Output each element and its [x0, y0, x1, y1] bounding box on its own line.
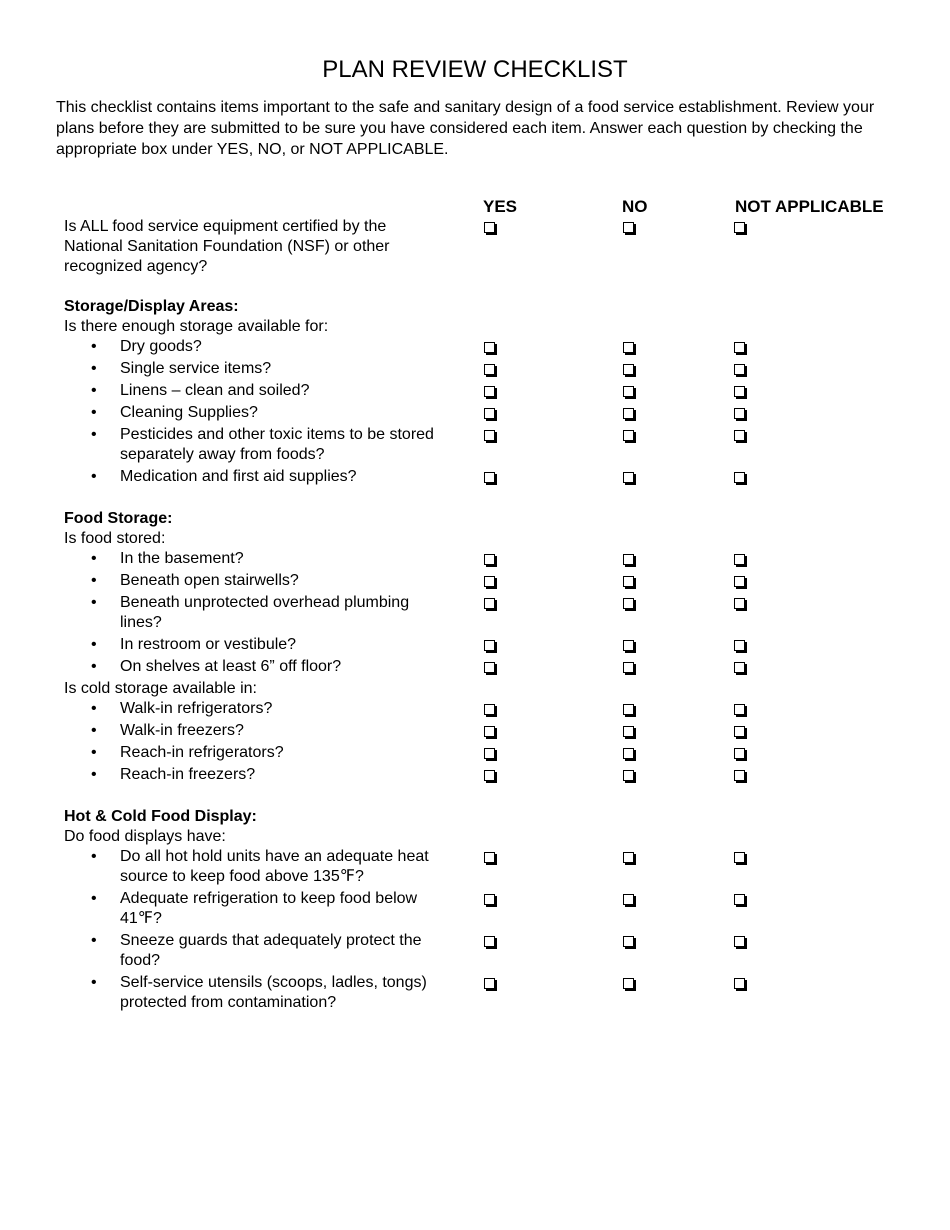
checkbox-not-applicable[interactable]: [734, 936, 745, 947]
bullet-icon: •: [91, 890, 97, 907]
checklist-item: [0, 721, 950, 741]
item-text: Self-service utensils (scoops, ladles, tongs) protected from contamination?: [120, 974, 427, 1011]
checkbox-not-applicable[interactable]: [734, 894, 745, 905]
item-text: In restroom or vestibule?: [120, 636, 297, 653]
intro-paragraph: This checklist contains items important to the safe and sanitary design of a food service establishment. Review your plans before they are submitted to be sure you have considered each item. Answer each question by checking the appropriate box under YES, NO, or NOT APPLICABLE.: [56, 99, 875, 158]
item-spacer: [0, 1013, 950, 1015]
section-heading: Food Storage:: [64, 510, 173, 527]
checkbox-yes[interactable]: [484, 554, 495, 565]
checkbox-yes[interactable]: [484, 726, 495, 737]
section-spacer: [0, 489, 950, 509]
checklist-item: [0, 889, 950, 929]
checkbox-not-applicable[interactable]: [734, 598, 745, 609]
bullet-icon: •: [91, 426, 97, 443]
checkbox-not-applicable[interactable]: [734, 430, 745, 441]
checklist-item: [0, 847, 950, 887]
checkbox-no[interactable]: [623, 978, 634, 989]
checkbox-not-applicable[interactable]: [734, 342, 745, 353]
checkbox-no[interactable]: [623, 386, 634, 397]
checkbox-no[interactable]: [623, 408, 634, 419]
bullet-icon: •: [91, 700, 97, 717]
column-header-not-applicable: NOT APPLICABLE: [735, 197, 884, 216]
item-text: Do all hot hold units have an adequate heat source to keep food above 135℉?: [120, 848, 429, 885]
checklist-item: [0, 743, 950, 763]
checklist-item: [0, 425, 950, 465]
checkbox-yes[interactable]: [484, 598, 495, 609]
bullet-icon: •: [91, 636, 97, 653]
item-text: Pesticides and other toxic items to be stored separately away from foods?: [120, 426, 434, 463]
checkbox-not-applicable[interactable]: [734, 408, 745, 419]
section-heading: Hot & Cold Food Display:: [64, 808, 257, 825]
bullet-icon: •: [91, 338, 97, 355]
checkbox-yes[interactable]: [484, 222, 495, 233]
question-text: Is ALL food service equipment certified by the National Sanitation Foundation (NSF) or other recognized agency?: [64, 218, 390, 275]
checkbox-not-applicable[interactable]: [734, 386, 745, 397]
item-text: Beneath unprotected overhead plumbing lines?: [120, 594, 410, 631]
checkbox-not-applicable[interactable]: [734, 576, 745, 587]
checkbox-yes[interactable]: [484, 748, 495, 759]
checklist-item: [0, 635, 950, 655]
checkbox-no[interactable]: [623, 472, 634, 483]
checkbox-not-applicable[interactable]: [734, 748, 745, 759]
item-text: On shelves at least 6” off floor?: [120, 658, 342, 675]
section-spacer: [0, 787, 950, 807]
checkbox-not-applicable[interactable]: [734, 770, 745, 781]
checkbox-not-applicable[interactable]: [734, 364, 745, 375]
bullet-icon: •: [91, 382, 97, 399]
item-text: Beneath open stairwells?: [120, 572, 299, 589]
checklist-item: [0, 337, 950, 357]
checkbox-yes[interactable]: [484, 894, 495, 905]
item-text: Sneeze guards that adequately protect the food?: [120, 932, 422, 969]
checkbox-no[interactable]: [623, 342, 634, 353]
checkbox-no[interactable]: [623, 748, 634, 759]
item-text: Cleaning Supplies?: [120, 404, 258, 421]
checkbox-yes[interactable]: [484, 852, 495, 863]
item-text: Reach-in freezers?: [120, 766, 256, 783]
checkbox-not-applicable[interactable]: [734, 978, 745, 989]
checklist-item: [0, 549, 950, 569]
checkbox-no[interactable]: [623, 770, 634, 781]
checkbox-no[interactable]: [623, 430, 634, 441]
checklist-item: [0, 657, 950, 677]
checkbox-yes[interactable]: [484, 342, 495, 353]
checklist-item: [0, 593, 950, 633]
checkbox-yes[interactable]: [484, 770, 495, 781]
checklist-item: [0, 403, 950, 423]
item-text: Adequate refrigeration to keep food below 41℉?: [120, 890, 418, 927]
section-spacer: [0, 277, 950, 297]
checkbox-not-applicable[interactable]: [734, 554, 745, 565]
group-prompt: Is cold storage available in:: [64, 680, 257, 697]
checklist-body: [0, 217, 950, 1015]
checkbox-yes[interactable]: [484, 704, 495, 715]
checkbox-not-applicable[interactable]: [734, 222, 745, 233]
item-text: Single service items?: [120, 360, 272, 377]
bullet-icon: •: [91, 594, 97, 611]
bullet-icon: •: [91, 744, 97, 761]
checklist-item: [0, 973, 950, 1013]
item-text: In the basement?: [120, 550, 244, 567]
checkbox-no[interactable]: [623, 576, 634, 587]
checkbox-no[interactable]: [623, 852, 634, 863]
checkbox-not-applicable[interactable]: [734, 662, 745, 673]
group-prompt: Is there enough storage available for:: [64, 318, 329, 335]
item-text: Dry goods?: [120, 338, 202, 355]
checkbox-no[interactable]: [623, 662, 634, 673]
checkbox-no[interactable]: [623, 936, 634, 947]
item-text: Medication and first aid supplies?: [120, 468, 357, 485]
bullet-icon: •: [91, 974, 97, 991]
group-prompt: Do food displays have:: [64, 828, 226, 845]
checkbox-yes[interactable]: [484, 936, 495, 947]
bullet-icon: •: [91, 658, 97, 675]
checklist-item: [0, 359, 950, 379]
checkbox-no[interactable]: [623, 222, 634, 233]
checkbox-yes[interactable]: [484, 576, 495, 587]
bullet-icon: •: [91, 404, 97, 421]
checkbox-yes[interactable]: [484, 978, 495, 989]
checkbox-no[interactable]: [623, 894, 634, 905]
checkbox-yes[interactable]: [484, 386, 495, 397]
column-header-no: NO: [622, 197, 648, 216]
checkbox-no[interactable]: [623, 554, 634, 565]
checklist-item: [0, 381, 950, 401]
bullet-icon: •: [91, 766, 97, 783]
checklist-item: [0, 931, 950, 971]
checklist-item: [0, 467, 950, 487]
bullet-icon: •: [91, 550, 97, 567]
checklist-item: [0, 571, 950, 591]
checklist-item: [0, 699, 950, 719]
bullet-icon: •: [91, 360, 97, 377]
checkbox-yes[interactable]: [484, 640, 495, 651]
item-text: Walk-in refrigerators?: [120, 700, 273, 717]
page-title: PLAN REVIEW CHECKLIST: [322, 56, 628, 83]
bullet-icon: •: [91, 932, 97, 949]
bullet-icon: •: [91, 572, 97, 589]
column-header-yes: YES: [483, 197, 518, 216]
checkbox-not-applicable[interactable]: [734, 640, 745, 651]
question-row: [0, 217, 950, 277]
item-text: Linens – clean and soiled?: [120, 382, 310, 399]
checkbox-yes[interactable]: [484, 662, 495, 673]
checkbox-no[interactable]: [623, 364, 634, 375]
checkbox-not-applicable[interactable]: [734, 852, 745, 863]
group-prompt: Is food stored:: [64, 530, 166, 547]
bullet-icon: •: [91, 848, 97, 865]
checkbox-no[interactable]: [623, 598, 634, 609]
checkbox-not-applicable[interactable]: [734, 472, 745, 483]
item-text: Walk-in freezers?: [120, 722, 244, 739]
bullet-icon: •: [91, 468, 97, 485]
checkbox-no[interactable]: [623, 726, 634, 737]
checkbox-yes[interactable]: [484, 364, 495, 375]
checkbox-not-applicable[interactable]: [734, 704, 745, 715]
checkbox-no[interactable]: [623, 704, 634, 715]
section-heading: Storage/Display Areas:: [64, 298, 239, 315]
checkbox-yes[interactable]: [484, 472, 495, 483]
checkbox-no[interactable]: [623, 640, 634, 651]
checkbox-yes[interactable]: [484, 408, 495, 419]
checklist-item: [0, 765, 950, 785]
item-text: Reach-in refrigerators?: [120, 744, 284, 761]
bullet-icon: •: [91, 722, 97, 739]
checkbox-yes[interactable]: [484, 430, 495, 441]
checkbox-not-applicable[interactable]: [734, 726, 745, 737]
